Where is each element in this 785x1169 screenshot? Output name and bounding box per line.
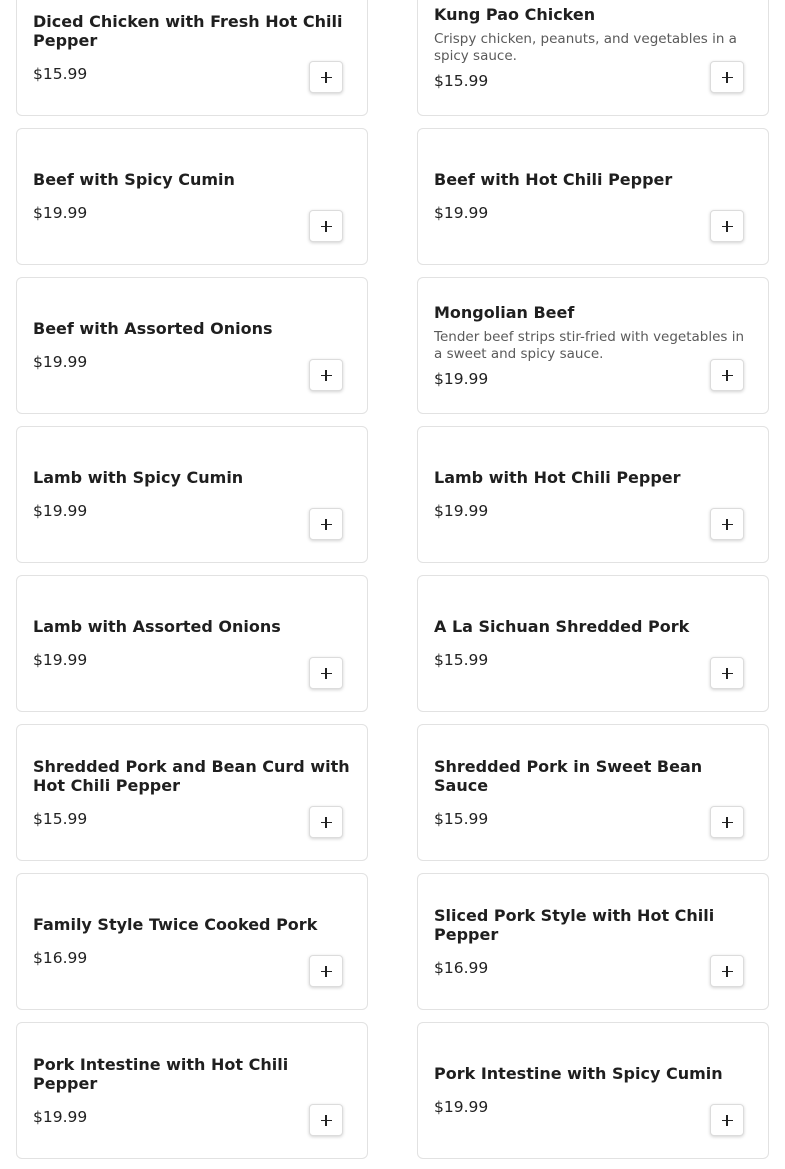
menu-item-info	[33, 1023, 351, 1158]
plus-icon	[722, 370, 733, 381]
menu-item-name: Pork Intestine with Spicy Cumin	[434, 1064, 723, 1083]
add-to-cart-button[interactable]	[710, 657, 744, 689]
menu-item-description: Tender beef strips stir-fried with vegetables in a sweet and spicy sauce.	[434, 328, 745, 362]
menu-item-card[interactable]	[16, 0, 368, 116]
menu-item-card[interactable]	[417, 277, 769, 414]
add-to-cart-button[interactable]	[309, 508, 343, 540]
menu-item-info	[434, 0, 752, 115]
menu-item-name: Mongolian Beef	[434, 302, 575, 322]
menu-item-card[interactable]	[16, 426, 368, 563]
plus-icon	[722, 1115, 733, 1126]
menu-item-card[interactable]	[417, 0, 769, 116]
menu-item-name: Pork Intestine with Hot Chili Pepper	[33, 1054, 289, 1093]
menu-item-info	[434, 1023, 752, 1158]
add-to-cart-button[interactable]	[710, 955, 744, 987]
add-to-cart-button[interactable]	[710, 61, 744, 93]
menu-item-info	[33, 0, 351, 115]
menu-item-card[interactable]	[417, 575, 769, 712]
menu-item-price: $16.99	[33, 949, 88, 967]
menu-item-info	[33, 427, 351, 562]
plus-icon	[722, 817, 733, 828]
menu-item-info	[33, 725, 351, 860]
menu-item-info	[434, 874, 752, 1009]
menu-item-price: $19.99	[434, 1098, 489, 1116]
plus-icon	[321, 221, 332, 232]
menu-item-price: $15.99	[33, 64, 88, 83]
menu-item-info	[434, 725, 752, 860]
plus-icon	[321, 1115, 332, 1126]
menu-item-card[interactable]	[417, 724, 769, 861]
menu-item-name: Shredded Pork and Bean Curd with Hot Chili Pepper	[33, 756, 350, 795]
menu-item-name: A La Sichuan Shredded Pork	[434, 617, 690, 636]
menu-item-price: $15.99	[434, 809, 489, 828]
plus-icon	[321, 817, 332, 828]
menu-item-info	[434, 427, 752, 562]
plus-icon	[722, 966, 733, 977]
menu-item-card[interactable]	[16, 1022, 368, 1159]
plus-icon	[722, 668, 733, 679]
menu-item-price: $15.99	[33, 809, 88, 828]
menu-item-price: $19.99	[434, 502, 489, 520]
menu-item-card[interactable]	[16, 873, 368, 1010]
add-to-cart-button[interactable]	[710, 210, 744, 242]
add-to-cart-button[interactable]	[309, 955, 343, 987]
plus-icon	[321, 519, 332, 530]
menu-item-info	[33, 278, 351, 413]
menu-item-price: $15.99	[434, 71, 489, 90]
menu-item-card[interactable]	[16, 277, 368, 414]
menu-item-info	[33, 576, 351, 711]
add-to-cart-button[interactable]	[710, 806, 744, 838]
menu-item-card[interactable]	[417, 873, 769, 1010]
menu-item-info	[434, 278, 752, 413]
menu-item-price: $19.99	[33, 651, 88, 669]
menu-item-card[interactable]	[16, 128, 368, 265]
plus-icon	[321, 370, 332, 381]
add-to-cart-button[interactable]	[309, 1104, 343, 1136]
menu-item-name: Beef with Hot Chili Pepper	[434, 170, 673, 189]
menu-item-price: $19.99	[33, 502, 88, 520]
menu-item-price: $15.99	[434, 651, 489, 669]
menu-item-card[interactable]	[417, 128, 769, 265]
add-to-cart-button[interactable]	[309, 210, 343, 242]
plus-icon	[722, 221, 733, 232]
menu-item-name: Beef with Spicy Cumin	[33, 170, 235, 189]
add-to-cart-button[interactable]	[309, 61, 343, 93]
menu-item-info	[33, 874, 351, 1009]
menu-item-price: $16.99	[434, 958, 489, 977]
menu-item-info	[33, 129, 351, 264]
menu-item-name: Family Style Twice Cooked Pork	[33, 915, 318, 934]
plus-icon	[722, 519, 733, 530]
menu-item-price: $19.99	[434, 369, 489, 388]
add-to-cart-button[interactable]	[710, 359, 744, 391]
add-to-cart-button[interactable]	[710, 508, 744, 540]
menu-item-info	[434, 576, 752, 711]
menu-item-description: Crispy chicken, peanuts, and vegetables in a spicy sauce.	[434, 30, 737, 64]
add-to-cart-button[interactable]	[710, 1104, 744, 1136]
menu-item-price: $19.99	[434, 204, 489, 222]
add-to-cart-button[interactable]	[309, 806, 343, 838]
menu-item-card[interactable]	[417, 1022, 769, 1159]
menu-item-info	[434, 129, 752, 264]
plus-icon	[321, 72, 332, 83]
menu-item-name: Diced Chicken with Fresh Hot Chili Pepper	[33, 11, 343, 50]
menu-item-card[interactable]	[16, 724, 368, 861]
menu-item-name: Beef with Assorted Onions	[33, 319, 273, 338]
plus-icon	[321, 668, 332, 679]
plus-icon	[722, 72, 733, 83]
menu-item-name: Lamb with Assorted Onions	[33, 617, 281, 636]
menu-item-price: $19.99	[33, 353, 88, 371]
menu-item-card[interactable]	[16, 575, 368, 712]
menu-item-name: Shredded Pork in Sweet Bean Sauce	[434, 756, 703, 795]
menu-item-name: Lamb with Spicy Cumin	[33, 468, 244, 487]
add-to-cart-button[interactable]	[309, 657, 343, 689]
menu-item-card[interactable]	[417, 426, 769, 563]
menu-item-price: $19.99	[33, 1107, 88, 1126]
add-to-cart-button[interactable]	[309, 359, 343, 391]
menu-item-name: Lamb with Hot Chili Pepper	[434, 468, 681, 487]
menu-item-name: Kung Pao Chicken	[434, 4, 596, 24]
menu-item-price: $19.99	[33, 204, 88, 222]
menu-item-name: Sliced Pork Style with Hot Chili Pepper	[434, 905, 715, 944]
plus-icon	[321, 966, 332, 977]
